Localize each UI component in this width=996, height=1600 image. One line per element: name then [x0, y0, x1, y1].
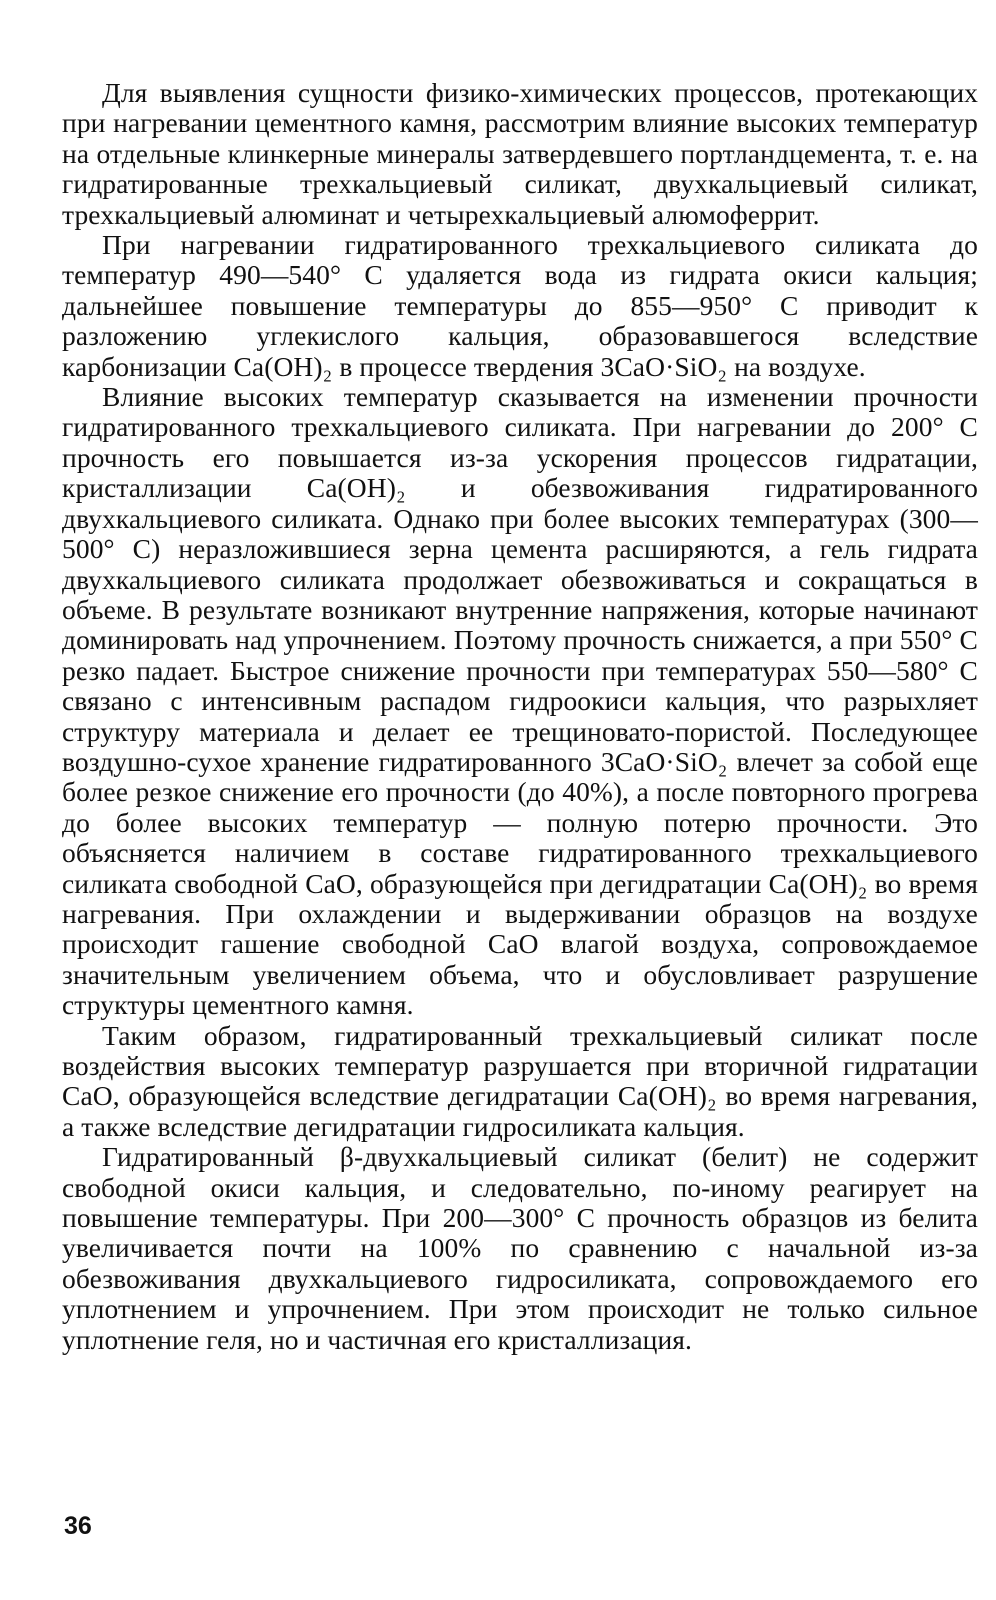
paragraph-1: Для выявления сущности физико-химических процессов, протекающих при нагревании цементного камня, рассмотрим влияние высоких температур на отдельные клинкерные минералы затвердевшего портландцемента, т. е. на гидратированные трехкальциевый силикат, двухкальциевый силикат, трехкальциевый алюминат и четырехкальциевый алюмоферрит. [62, 77, 978, 230]
page-number: 36 [64, 1512, 92, 1540]
paragraph-2: При нагревании гидратированного трехкальциевого силиката до температур 490—540° С удаляется вода из гидрата окиси кальция; дальнейшее повышение температуры до 855—950° С приводит к разложению углекислого кальция, образовавшегося вследствие карбонизации Са(ОН)₂ в процессе твердения 3СаО·SiO₂ на воздухе. [62, 229, 978, 382]
paragraph-4: Таким образом, гидратированный трехкальциевый силикат после воздействия высоких температур разрушается при вторичной гидратации СаО, образующейся вследствие дегидратации Са(ОН)₂ во время нагревания, а также вследствие дегидратации гидросиликата кальция. [62, 1019, 978, 1142]
paragraph-3: Влияние высоких температур сказывается на изменении прочности гидратированного трехкальциевого силиката. При нагревании до 200° С прочность его повышается из-за ускорения процессов гидратации, кристаллизации Са(ОН)₂ и обезвоживания гидратированного двухкальциевого силиката. Однако при более высоких температурах (300—500° С) неразложившиеся зерна цемента расширяются, а гель гидрата двухкальциевого силиката продолжает обезвоживаться и сокращаться в объеме. В результате возникают внутренние напряжения, которые начинают доминировать над упрочнением. Поэтому прочность снижается, а при 550° С резко падает. Быстрое снижение прочности при температурах 550—580° С связано с интенсивным распадом гидроокиси кальция, что разрыхляет структуру материала и делает ее трещиновато-пористой. Последующее воздушно-сухое хранение гидратированного 3СаО·SiO₂ влечет за собой еще более резкое снижение его прочности (до 40%), а после повторного прогрева до более высоких температур — полную потерю прочности. Это объясняется наличием в составе гидратированного трехкальциевого силиката свободной СаО, образующейся при дегидратации Са(ОН)₂ во время нагревания. При охлаждении и выдерживании образцов на воздухе происходит гашение свободной СаО влагой воздуха, сопровождаемое значительным увеличением объема, что и обусловливает разрушение структуры цементного камня. [62, 381, 978, 1021]
paragraph-5: Гидратированный β-двухкальциевый силикат (белит) не содержит свободной окиси кальция, и следовательно, по-иному реагирует на повышение температуры. При 200—300° С прочность образцов из белита увеличивается почти на 100% по сравнению с начальной из-за обезвоживания двухкальциевого гидросиликата, сопровождаемого его уплотнением и упрочнением. При этом происходит не только сильное уплотнение геля, но и частичная его кристаллизация. [62, 1141, 978, 1355]
